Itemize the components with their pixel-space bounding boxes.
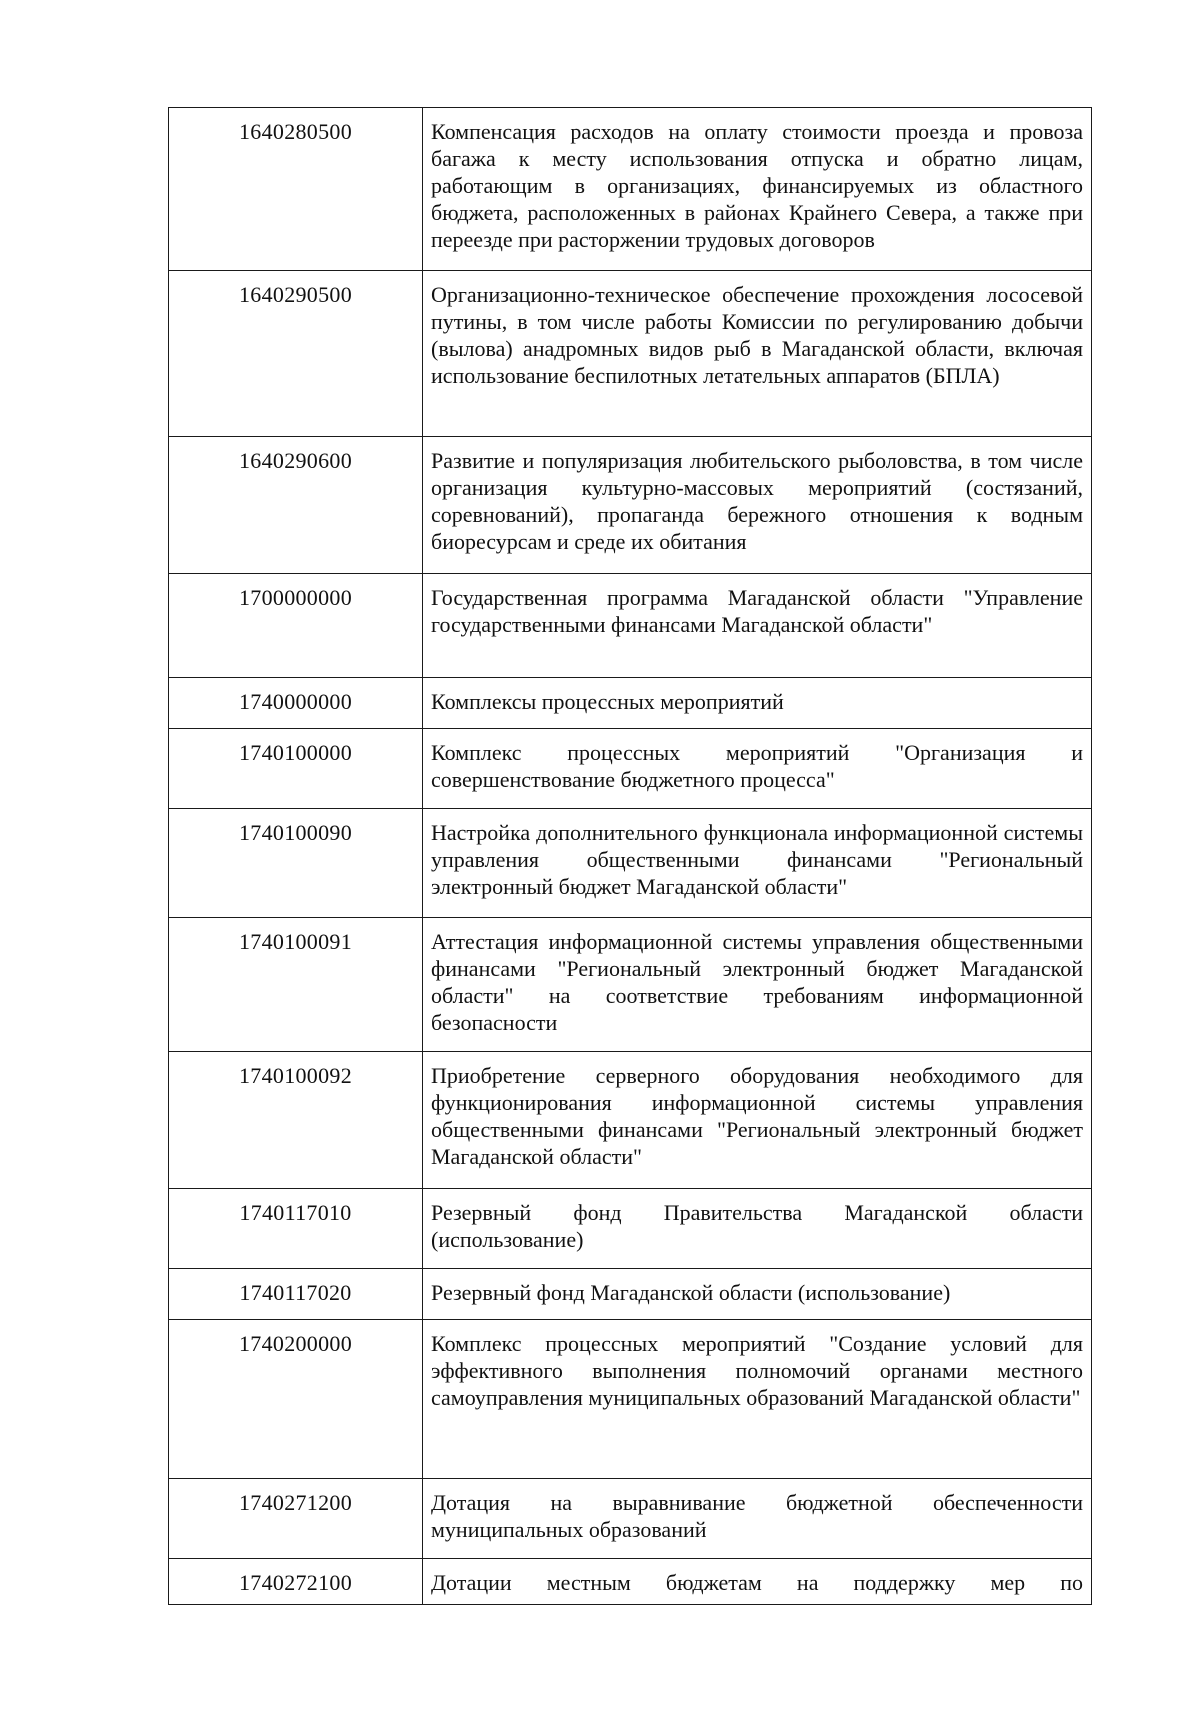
- description-text: Комплекс процессных мероприятий "Организация и совершенствование бюджетного процесса": [431, 740, 1083, 792]
- description-cell: [423, 1269, 1092, 1320]
- table-row: [169, 809, 1092, 918]
- code-cell: 1740117020: [169, 1269, 423, 1320]
- description-text: Дотации местным бюджетам на поддержку мер по: [431, 1570, 1083, 1595]
- code-cell: 1640290500: [169, 271, 423, 437]
- table-row: [169, 918, 1092, 1052]
- table-row: [169, 108, 1092, 271]
- description-text: Государственная программа Магаданской области "Управление государственными финансами Магаданской области": [431, 585, 1083, 637]
- table-row: [169, 678, 1092, 729]
- code-cell: 1740272100: [169, 1559, 423, 1605]
- description-text: Компенсация расходов на оплату стоимости проезда и провоза багажа к месту использования отпуска и обратно лицам, работающим в организациях, финансируемых из областного бюджета, расположенных в районах Крайнего Севера, а также при переезде при расторжении трудовых договоров: [431, 119, 1083, 252]
- code-cell: 1740271200: [169, 1479, 423, 1559]
- budget-code-table: [168, 107, 1092, 1605]
- description-text: Комплексы процессных мероприятий: [431, 689, 784, 714]
- description-cell: [423, 574, 1092, 678]
- description-cell: [423, 437, 1092, 574]
- description-cell: [423, 918, 1092, 1052]
- table-row: [169, 1320, 1092, 1479]
- table-row: [169, 1189, 1092, 1269]
- description-text: Дотация на выравнивание бюджетной обеспеченности муниципальных образований: [431, 1490, 1083, 1542]
- table-row: [169, 574, 1092, 678]
- description-cell: [423, 729, 1092, 809]
- description-text: Комплекс процессных мероприятий "Создание условий для эффективного выполнения полномочий органами местного самоуправления муниципальных образований Магаданской области": [431, 1331, 1083, 1410]
- description-text: Резервный фонд Правительства Магаданской области (использование): [431, 1200, 1083, 1252]
- table-row: [169, 1479, 1092, 1559]
- code-cell: 1740100092: [169, 1052, 423, 1189]
- description-cell: [423, 1320, 1092, 1479]
- code-cell: 1700000000: [169, 574, 423, 678]
- table-row: [169, 1559, 1092, 1605]
- table-row: [169, 729, 1092, 809]
- code-cell: 1740200000: [169, 1320, 423, 1479]
- table-row: [169, 1269, 1092, 1320]
- description-cell: [423, 809, 1092, 918]
- description-cell: [423, 1052, 1092, 1189]
- description-text: Резервный фонд Магаданской области (использование): [431, 1280, 951, 1305]
- table-row: [169, 1052, 1092, 1189]
- code-cell: 1740100091: [169, 918, 423, 1052]
- code-cell: 1740100090: [169, 809, 423, 918]
- code-cell: 1640280500: [169, 108, 423, 271]
- description-text: Настройка дополнительного функционала информационной системы управления общественными финансами "Региональный электронный бюджет Магаданской области": [431, 820, 1083, 899]
- description-text: Развитие и популяризация любительского рыболовства, в том числе организация культурно-массовых мероприятий (состязаний, соревнований), пропаганда бережного отношения к водным биоресурсам и среде их обитания: [431, 448, 1083, 554]
- description-cell: [423, 108, 1092, 271]
- description-cell: [423, 271, 1092, 437]
- code-cell: 1740100000: [169, 729, 423, 809]
- code-cell: 1740117010: [169, 1189, 423, 1269]
- code-cell: 1640290600: [169, 437, 423, 574]
- description-text: Организационно-техническое обеспечение прохождения лососевой путины, в том числе работы Комиссии по регулированию добычи (вылова) анадромных видов рыб в Магаданской области, включая использование беспилотных летательных аппаратов (БПЛА): [431, 282, 1083, 388]
- description-text: Приобретение серверного оборудования необходимого для функционирования информационной системы управления общественными финансами "Региональный электронный бюджет Магаданской области": [431, 1063, 1083, 1169]
- description-cell: [423, 1479, 1092, 1559]
- table-row: [169, 437, 1092, 574]
- description-cell: [423, 1189, 1092, 1269]
- table-row: [169, 271, 1092, 437]
- code-cell: 1740000000: [169, 678, 423, 729]
- description-cell: [423, 678, 1092, 729]
- description-text: Аттестация информационной системы управления общественными финансами "Региональный электронный бюджет Магаданской области" на соответствие требованиям информационной безопасности: [431, 929, 1083, 1035]
- description-cell: [423, 1559, 1092, 1605]
